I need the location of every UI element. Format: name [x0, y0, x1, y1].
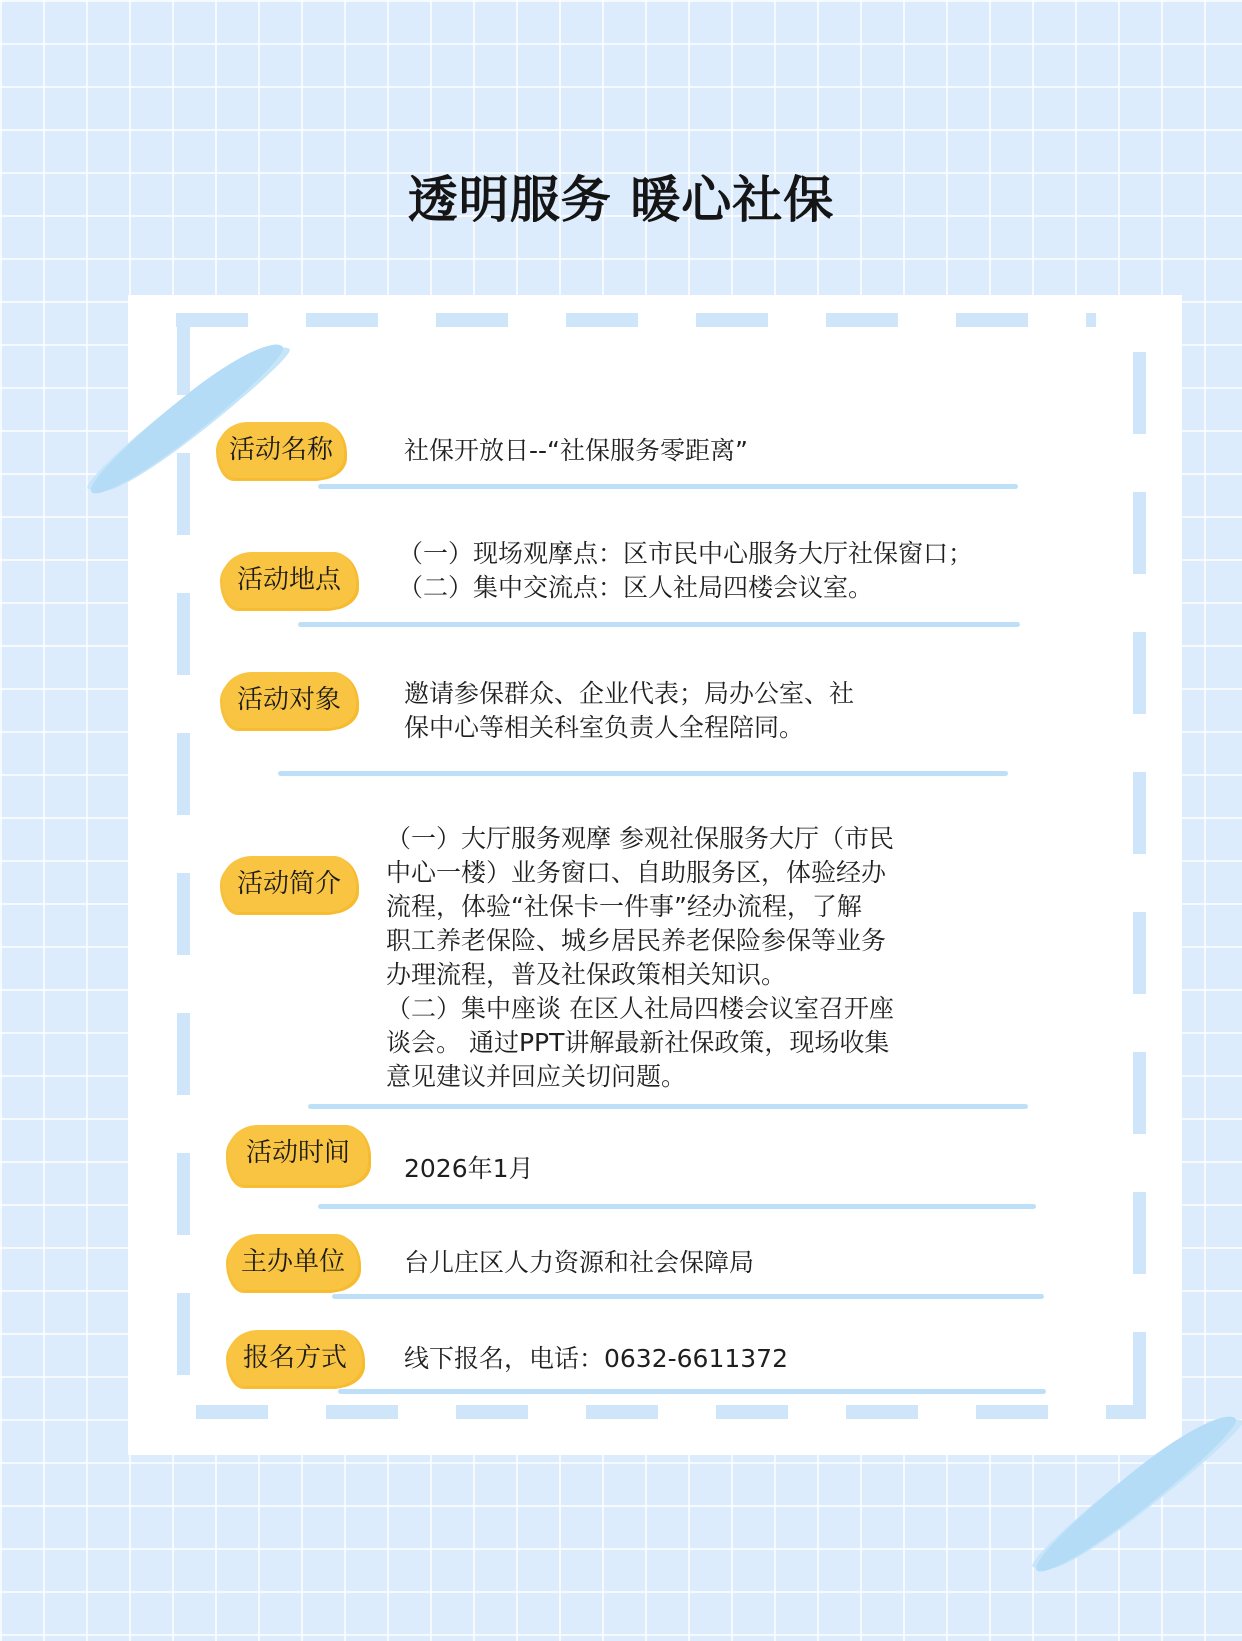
dashed-border-left: [177, 313, 190, 1393]
row-divider: [338, 1389, 1046, 1394]
row-divider: [298, 622, 1020, 627]
row-divider: [308, 1104, 1028, 1109]
label-badge-registration: 报名方式: [228, 1330, 362, 1386]
activity-name-value: 社保开放日--“社保服务零距离”: [404, 436, 748, 465]
dashed-border-bottom: [196, 1405, 1146, 1419]
row-divider: [332, 1294, 1044, 1299]
label-badge-audience: 活动对象: [222, 672, 356, 728]
row-divider: [278, 771, 1008, 776]
label-badge-location: 活动地点: [222, 552, 356, 608]
row-divider: [318, 1204, 1036, 1209]
activity-location-value: （一）现场观摩点：区市民中心服务大厅社保窗口； （二）集中交流点：区人社局四楼会议室。: [398, 539, 974, 602]
label-badge-summary: 活动简介: [222, 856, 356, 912]
activity-summary-value: （一）大厅服务观摩 参观社保服务大厅（市民 中心一楼）业务窗口、自助服务区，体验经办 流程，体验“社保卡一件事”经办流程，了解 职工养老保险、城乡居民养老保险参保等业务 办理流程，普及社保政策相关知识。 （二）集中座谈 在区人社局四楼会议室召开座 谈会。 通过PPT讲解最新社保政策，现场收集 意见建议并回应关切问题。: [386, 824, 894, 1091]
activity-time-value: 2026年1月: [404, 1154, 534, 1183]
registration-value: 线下报名，电话：0632-6611372: [404, 1344, 788, 1373]
activity-audience-value: 邀请参保群众、企业代表；局办公室、社 保中心等相关科室负责人全程陪同。: [404, 679, 855, 742]
dashed-border-right: [1133, 352, 1146, 1412]
label-badge-time: 活动时间: [228, 1125, 368, 1185]
dashed-border-top: [176, 313, 1096, 327]
row-divider: [318, 484, 1018, 489]
page-title: 透明服务 暖心社保: [407, 171, 835, 229]
organizer-value: 台儿庄区人力资源和社会保障局: [404, 1248, 755, 1277]
label-badge-organizer: 主办单位: [228, 1234, 358, 1290]
label-badge-name: 活动名称: [218, 422, 344, 478]
